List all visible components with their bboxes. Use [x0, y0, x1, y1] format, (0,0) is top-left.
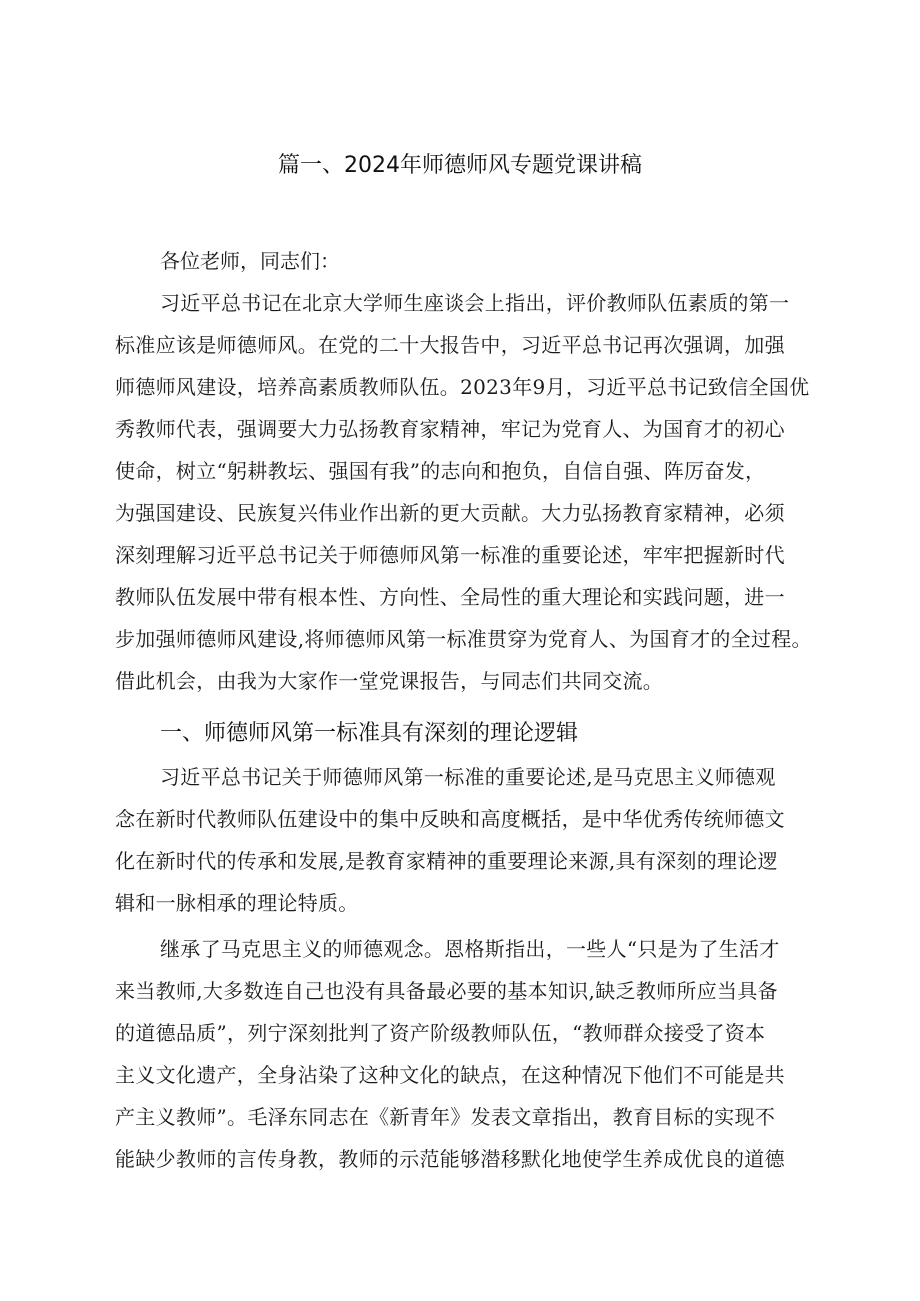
text-line: 化在新时代的传承和发展,是教育家精神的重要理论来源,具有深刻的理论逻	[115, 849, 778, 873]
text-line: 主义文化遗产，全身沾染了这种文化的缺点，在这种情况下他们不可能是共	[115, 1063, 785, 1087]
document-title: 篇一、2024年师德师风专题党课讲稿	[278, 153, 642, 178]
text-line: 的道德品质”，列宁深刻批判了资产阶级教师队伍，“教师群众接受了资本	[115, 1021, 766, 1045]
text-line: 师德师风建设，培养高素质教师队伍。2023年9月，习近平总书记致信全国优	[115, 375, 810, 399]
section-heading: 一、师德师风第一标准具有深刻的理论逻辑	[160, 721, 579, 746]
text-line: 念在新时代教师队伍建设中的集中反映和高度概括，是中华优秀传统师德文	[115, 807, 785, 831]
text-line: 辑和一脉相承的理论特质。	[115, 891, 359, 915]
text-line: 标准应该是师德师风。在党的二十大报告中，习近平总书记再次强调，加强	[115, 333, 785, 357]
text-line: 深刻理解习近平总书记关于师德师风第一标准的重要论述，牢牢把握新时代	[115, 543, 785, 567]
text-line: 借此机会，由我为大家作一堂党课报告，与同志们共同交流。	[115, 669, 664, 693]
text-line: 使命，树立“躬耕教坛、强国有我”的志向和抱负，自信自强、阵厉奋发，	[115, 459, 766, 483]
text-line: 为强国建设、民族复兴伟业作出新的更大贡献。大力弘扬教育家精神，必须	[115, 501, 785, 525]
text-line: 习近平总书记在北京大学师生座谈会上指出，评价教师队伍素质的第一	[160, 291, 790, 315]
text-line: 产主义教师”。毛泽东同志在《新青年》发表文章指出，教育目标的实现不	[115, 1105, 776, 1129]
text-line: 能缺少教师的言传身教，教师的示范能够潜移默化地使学生养成优良的道德	[115, 1147, 785, 1171]
text-line: 习近平总书记关于师德师风第一标准的重要论述,是马克思主义师德观	[160, 765, 776, 789]
text-line: 来当教师,大多数连自己也没有具备最必要的基本知识,缺乏教师所应当具备	[115, 979, 778, 1003]
text-line: 秀教师代表，强调要大力弘扬教育家精神，牢记为党育人、为国育才的初心	[115, 417, 785, 441]
text-line: 教师队伍发展中带有根本性、方向性、全局性的重大理论和实践问题，进一	[115, 585, 785, 609]
text-line: 步加强师德师风建设,将师德师风第一标准贯穿为党育人、为国育才的全过程。	[115, 627, 812, 651]
text-line: 继承了马克思主义的师德观念。恩格斯指出，一些人“只是为了生活才	[160, 937, 780, 961]
salutation: 各位老师，同志们：	[160, 249, 340, 273]
